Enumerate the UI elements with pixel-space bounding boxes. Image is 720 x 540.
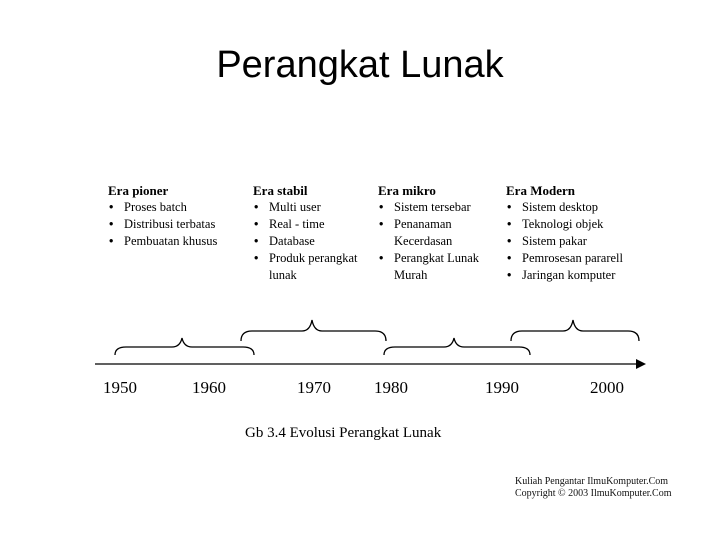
era-item: • Perangkat Lunak	[378, 250, 479, 267]
era-item: • Jaringan komputer	[506, 267, 623, 284]
era-title: Era pioner	[108, 183, 169, 198]
era-title: Era Modern	[506, 183, 575, 198]
era-item-continuation: Murah	[394, 268, 428, 282]
brace-era-pioner	[115, 338, 254, 355]
era-item: • Pemrosesan pararell	[506, 250, 623, 267]
era-item: • Multi user	[253, 199, 358, 216]
year-label: 1960	[192, 378, 226, 397]
era-item: • Produk perangkat	[253, 250, 358, 267]
era-item-continuation: Kecerdasan	[394, 234, 453, 248]
timeline-arrowhead	[636, 359, 646, 369]
era-item: • Sistem tersebar	[378, 199, 479, 216]
year-label: 1970	[297, 378, 331, 397]
era-title: Era mikro	[378, 183, 436, 198]
era-title: Era stabil	[253, 183, 308, 198]
era-item: • Proses batch	[108, 199, 217, 216]
era-item: • Teknologi objek	[506, 216, 623, 233]
year-label: 1950	[103, 378, 137, 397]
era-item: • Sistem desktop	[506, 199, 623, 216]
slide-title: Perangkat Lunak	[216, 44, 504, 86]
copyright-credit	[515, 476, 671, 500]
era-item: • Real - time	[253, 216, 358, 233]
brace-era-stabil	[241, 320, 386, 341]
era-item-continuation: lunak	[269, 268, 297, 282]
year-label: 1990	[485, 378, 519, 397]
figure-caption: Gb 3.4 Evolusi Perangkat Lunak	[245, 425, 442, 441]
era-item: • Sistem pakar	[506, 233, 623, 250]
era-item: • Distribusi terbatas	[108, 216, 217, 233]
year-label: 1980	[374, 378, 408, 397]
era-item: • Database	[253, 233, 358, 250]
year-label: 2000	[590, 378, 624, 397]
era-item: • Pembuatan khusus	[108, 233, 217, 250]
brace-era-modern	[511, 320, 639, 341]
credit-line: Kuliah Pengantar IlmuKomputer.Com	[515, 476, 669, 487]
era-item: • Penanaman	[378, 216, 479, 233]
brace-era-mikro	[384, 338, 530, 355]
credit-line: Copyright © 2003 IlmuKomputer.Com	[515, 488, 672, 499]
